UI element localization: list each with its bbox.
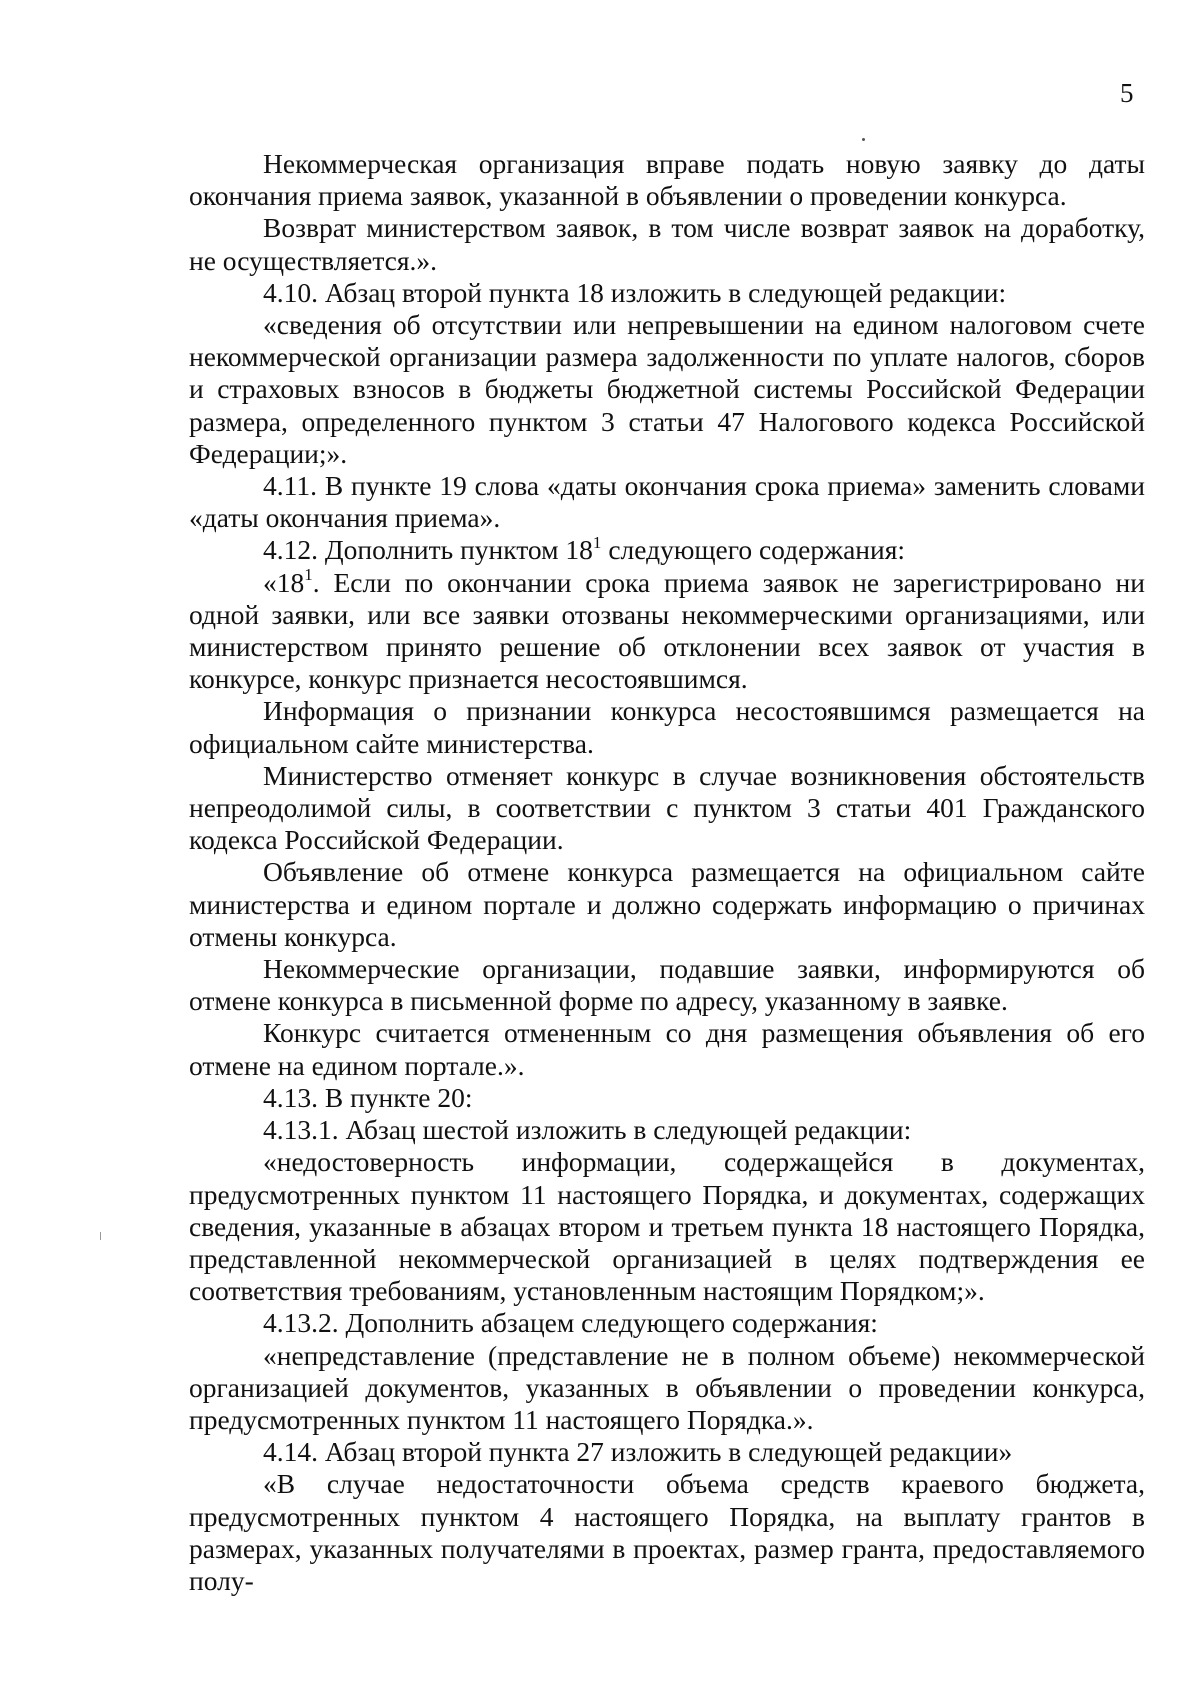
paragraph: 4.13.1. Абзац шестой изложить в следующей редакции: [263,1114,912,1146]
paragraph: 4.14. Абзац второй пункта 27 изложить в следующей редакции» [263,1436,1013,1468]
paragraph: Объявление об отмене конкурса размещается на официальном сайте министерства и едином портале и должно содержать информацию о причинах отмены конкурса. [189,856,1145,952]
paragraph: Конкурс считается отмененным со дня размещения объявления об его отмене на едином портале.». [189,1017,1145,1081]
paragraph: 4.11. В пункте 19 слова «даты окончания срока приема» заменить словами «даты окончания приема». [189,470,1145,534]
paragraph-text: 4.12. Дополнить пунктом 18 [263,534,593,566]
paragraph: «недостоверность информации, содержащейся в документах, предусмотренных пунктом 11 настоящего Порядка, и документах, содержащих сведения, указанные в абзацах втором и третьем пункта 18 настоящего Порядка, представленной некоммерческой организацией в целях подтверждения ее соответствия требованиям, установленным настоящим Порядком;». [189,1146,1145,1307]
paragraph: Возврат министерством заявок, в том числе возврат заявок на доработку, не осуществляется.». [189,212,1145,276]
paragraph [189,534,1145,566]
paragraph-text: . Если по окончании срока приема заявок не зарегистрировано ни одной заявки, или все заявки отозваны некоммерческими организациями, или министерством принято решение об отклонении всех заявок от участия в конкурсе, конкурс признается несостоявшимся. [189,566,1145,695]
paragraph: Информация о признании конкурса несостоявшимся размещается на официальном сайте министерства. [189,695,1145,759]
scan-speck [862,138,865,141]
paragraph [189,564,1145,696]
paragraph: 4.10. Абзац второй пункта 18 изложить в следующей редакции: [263,276,1007,308]
paragraph: «непредставление (представление не в полном объеме) некоммерческой организацией документов, указанных в объявлении о проведении конкурса, предусмотренных пунктом 11 настоящего Порядка.». [189,1339,1145,1435]
document-body [189,148,1145,1597]
paragraph-text: следующего содержания: [601,534,906,566]
paragraph: Министерство отменяет конкурс в случае возникновения обстоятельств непреодолимой силы, в соответствии с пунктом 3 статьи 401 Гражданского кодекса Российской Федерации. [189,759,1145,856]
paragraph-text: «18 [263,566,305,598]
paragraph: «сведения об отсутствии или непревышении на едином налоговом счете некоммерческой организации размера задолженности по уплате налогов, сборов и страховых взносов в бюджеты бюджетной системы Российской Федерации размера, определенного пунктом 3 статьи 47 Налогового кодекса Российской Федерации;». [189,309,1145,469]
paragraph: Некоммерческая организация вправе подать новую заявку до даты окончания приема заявок, указанной в объявлении о проведении конкурса. [189,148,1145,212]
scan-margin-mark [100,1232,101,1240]
page-number: 5 [1120,78,1134,108]
paragraph: «В случае недостаточности объема средств краевого бюджета, предусмотренных пунктом 4 настоящего Порядка, на выплату грантов в размерах, указанных получателями в проектах, размер гранта, предоставляемого полу- [189,1468,1145,1596]
paragraph: 4.13. В пункте 20: [263,1081,473,1113]
paragraph: 4.13.2. Дополнить абзацем следующего содержания: [263,1307,878,1339]
superscript: 1 [592,532,602,552]
paragraph: Некоммерческие организации, подавшие заявки, информируются об отмене конкурса в письменной форме по адресу, указанному в заявке. [189,953,1145,1017]
superscript: 1 [304,564,313,584]
